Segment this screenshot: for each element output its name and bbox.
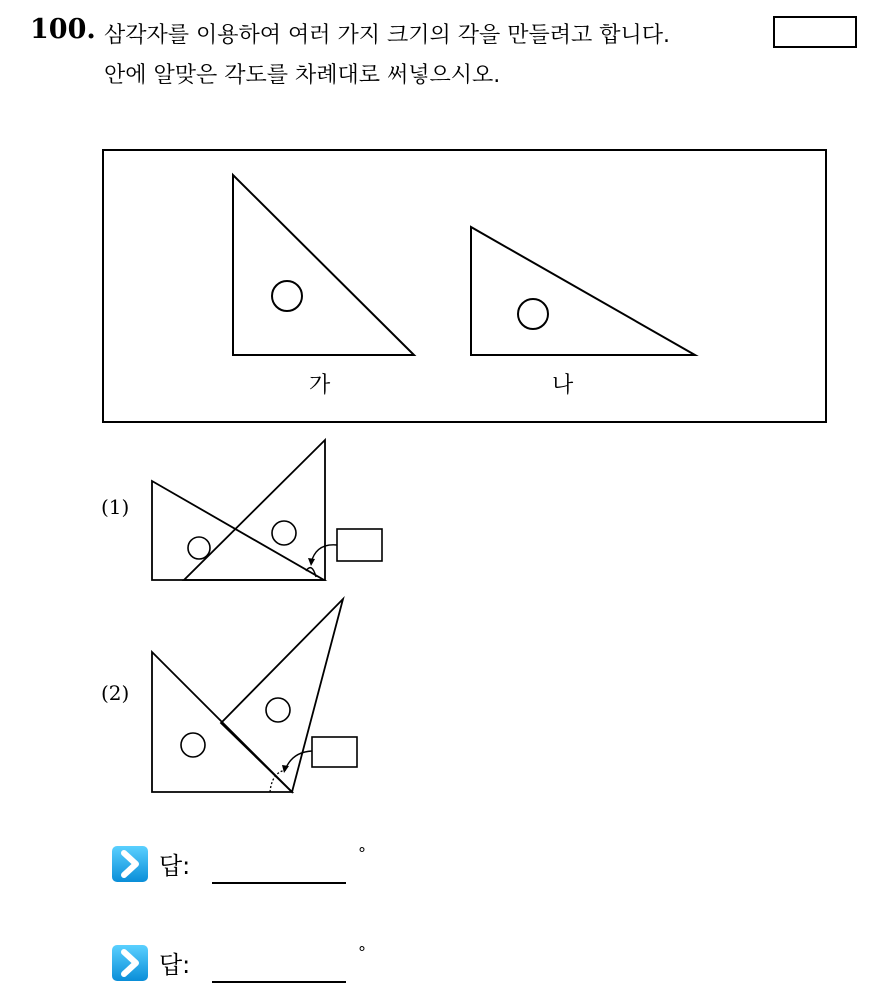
label-ga: 가: [309, 373, 331, 398]
answer-input-line[interactable]: [212, 882, 346, 884]
part2-triangle-30-60: [221, 599, 343, 792]
part1-triangle-30-60: [152, 481, 324, 580]
question-text-line1: 삼각자를 이용하여 여러 가지 크기의 각을 만들려고 합니다.: [104, 23, 670, 48]
chevron-right-icon: [112, 846, 148, 882]
question-number: 100.: [30, 14, 96, 45]
set-square-hole: [518, 299, 548, 329]
set-square-hole: [188, 537, 210, 559]
part1-answer-box: [337, 529, 382, 561]
part2-arrowhead: [282, 765, 289, 773]
degree-unit: °: [358, 943, 366, 962]
set-square-45: [233, 175, 414, 355]
part1-arrowhead: [308, 558, 315, 566]
part2-answer-box: [312, 737, 357, 767]
label-na: 나: [552, 373, 574, 398]
part1-triangle-45: [184, 440, 325, 580]
chevron-right-icon: [112, 945, 148, 981]
set-square-30-60: [471, 227, 695, 355]
set-square-hole: [181, 733, 205, 757]
answer-label: 답:: [159, 951, 191, 979]
answer-input-line[interactable]: [212, 981, 346, 983]
answer-label: 답:: [159, 852, 191, 880]
set-square-hole: [266, 698, 290, 722]
question-text-line2: 안에 알맞은 각도를 차례대로 써넣으시오.: [104, 63, 501, 88]
set-square-hole: [272, 521, 296, 545]
part1-pointer-arrow: [311, 545, 337, 563]
part-2-label: (2): [101, 681, 130, 705]
degree-unit: °: [358, 844, 366, 863]
figure-frame: [103, 150, 826, 422]
set-square-hole: [272, 281, 302, 311]
part-1-label: (1): [101, 495, 130, 519]
